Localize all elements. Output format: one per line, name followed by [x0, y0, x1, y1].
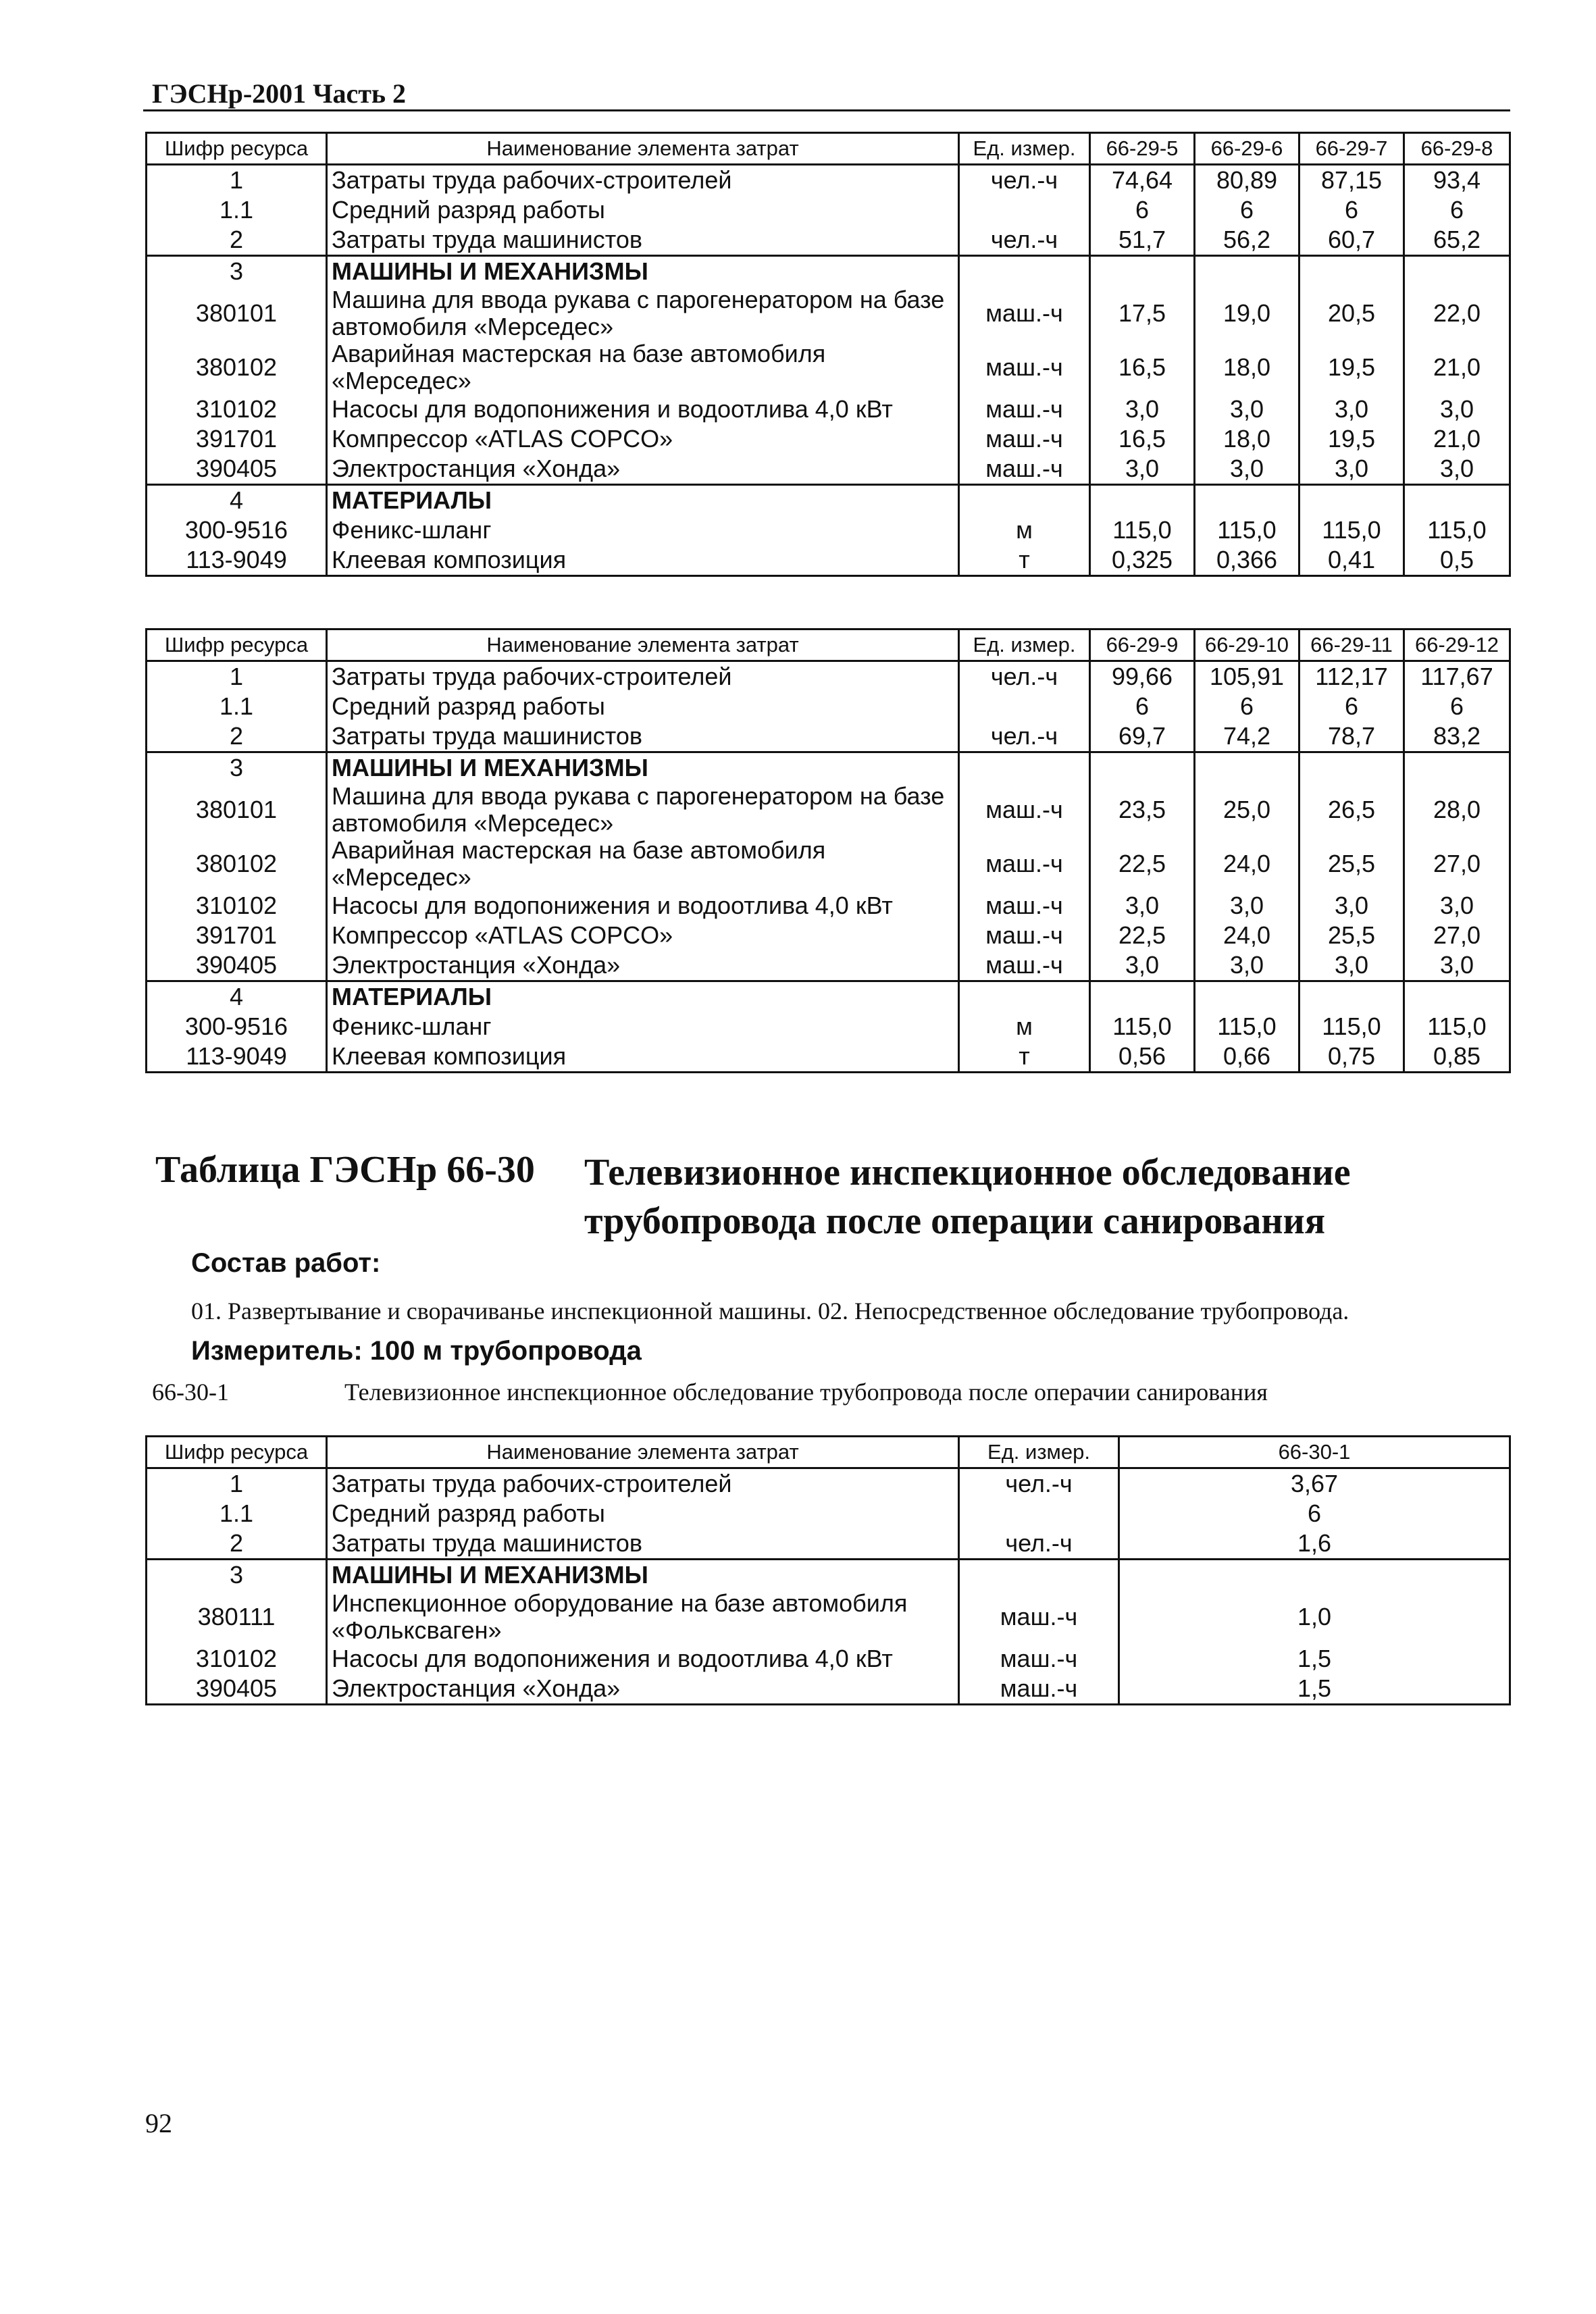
cell-name: Феникс-шланг: [327, 1012, 959, 1042]
cell-name: Компрессор «ATLAS COPCO»: [327, 424, 959, 454]
cell-unit: [959, 485, 1090, 516]
cell-value: [1404, 485, 1510, 516]
cell-value: 0,56: [1090, 1042, 1195, 1073]
cell-value: 93,4: [1404, 165, 1510, 196]
cell-value: 16,5: [1090, 424, 1195, 454]
cell-value: 18,0: [1195, 340, 1299, 394]
cell-value: [1299, 752, 1404, 783]
cell-value: 115,0: [1090, 515, 1195, 545]
cell-value: 1,5: [1119, 1674, 1510, 1705]
cell-code: 390405: [147, 454, 327, 485]
cell-value: 17,5: [1090, 286, 1195, 340]
cell-value: 69,7: [1090, 721, 1195, 752]
table-row: [147, 1674, 1510, 1705]
table-row: [147, 1644, 1510, 1674]
cell-code: 2: [147, 721, 327, 752]
table-row: [147, 721, 1510, 752]
cell-code: 310102: [147, 891, 327, 921]
cell-value: 27,0: [1404, 921, 1510, 950]
cell-value: 6: [1299, 692, 1404, 721]
cell-code: 310102: [147, 394, 327, 424]
cell-code: 3: [147, 1560, 327, 1591]
cell-value: 3,0: [1299, 394, 1404, 424]
cell-value: 6: [1119, 1499, 1510, 1528]
cell-value: 3,0: [1299, 454, 1404, 485]
cell-unit: м: [959, 515, 1090, 545]
cell-value: 6: [1195, 195, 1299, 225]
table-row: [147, 692, 1510, 721]
cell-name: Насосы для водопонижения и водоотлива 4,0 кВт: [327, 1644, 959, 1674]
cell-unit: чел.-ч: [959, 1528, 1119, 1560]
cell-unit: чел.-ч: [959, 1468, 1119, 1499]
cell-code: 1.1: [147, 692, 327, 721]
table-row: [147, 661, 1510, 692]
cell-code: 3: [147, 752, 327, 783]
col-header-norm: 66-29-12: [1404, 629, 1510, 661]
col-header-code: Шифр ресурса: [147, 133, 327, 165]
cell-unit: чел.-ч: [959, 661, 1090, 692]
cell-value: 3,67: [1119, 1468, 1510, 1499]
cell-name: Электростанция «Хонда»: [327, 1674, 959, 1705]
header-rule: [143, 109, 1510, 111]
cell-name: Инспекционное оборудование на базе автомобиля «Фольксваген»: [327, 1590, 959, 1644]
cell-value: 6: [1404, 692, 1510, 721]
cell-code: 113-9049: [147, 545, 327, 576]
cell-group-name: МАТЕРИАЛЫ: [327, 981, 959, 1012]
cell-value: [1195, 752, 1299, 783]
cell-code: 2: [147, 225, 327, 256]
cell-value: [1404, 981, 1510, 1012]
col-header-unit: Ед. измер.: [959, 133, 1090, 165]
table-row: [147, 340, 1510, 394]
cell-value: 56,2: [1195, 225, 1299, 256]
cell-value: 3,0: [1299, 891, 1404, 921]
cell-value: 115,0: [1195, 515, 1299, 545]
cell-value: [1090, 485, 1195, 516]
cell-value: [1195, 485, 1299, 516]
table-row: [147, 891, 1510, 921]
cell-value: 23,5: [1090, 783, 1195, 837]
cell-value: 3,0: [1090, 891, 1195, 921]
col-header-norm: 66-29-11: [1299, 629, 1404, 661]
cell-unit: [959, 256, 1090, 287]
cell-value: 3,0: [1090, 394, 1195, 424]
cell-value: 22,5: [1090, 837, 1195, 891]
cell-code: 1.1: [147, 1499, 327, 1528]
cell-value: 6: [1090, 692, 1195, 721]
cell-value: 6: [1090, 195, 1195, 225]
cell-group-name: МАШИНЫ И МЕХАНИЗМЫ: [327, 752, 959, 783]
cell-name: Насосы для водопонижения и водоотлива 4,0 кВт: [327, 891, 959, 921]
cell-unit: маш.-ч: [959, 454, 1090, 485]
cell-value: 19,5: [1299, 424, 1404, 454]
table-row: [147, 195, 1510, 225]
cell-value: 0,85: [1404, 1042, 1510, 1073]
cell-unit: [959, 1499, 1119, 1528]
table-row: [147, 783, 1510, 837]
cell-code: 113-9049: [147, 1042, 327, 1073]
cell-value: 3,0: [1090, 950, 1195, 981]
cell-code: 380101: [147, 783, 327, 837]
cell-value: 27,0: [1404, 837, 1510, 891]
cell-name: Затраты труда рабочих-строителей: [327, 165, 959, 196]
running-header: ГЭСНр-2001 Часть 2: [152, 78, 407, 109]
resource-table-66-29-5-8: [145, 132, 1511, 577]
cell-name: Электростанция «Хонда»: [327, 950, 959, 981]
resource-table-66-30-1: [145, 1435, 1511, 1705]
cell-value: 19,5: [1299, 340, 1404, 394]
col-header-name: Наименование элемента затрат: [327, 629, 959, 661]
table-row: [147, 225, 1510, 256]
cell-value: [1195, 256, 1299, 287]
cell-value: [1090, 752, 1195, 783]
cell-value: 3,0: [1404, 891, 1510, 921]
cell-value: 80,89: [1195, 165, 1299, 196]
work-composition-items: 01. Развертывание и сворачиванье инспекционной машины. 02. Непосредственное обследование трубопровода.: [191, 1297, 1349, 1325]
cell-name: Клеевая композиция: [327, 1042, 959, 1073]
col-header-norm: 66-29-6: [1195, 133, 1299, 165]
table-row: [147, 921, 1510, 950]
cell-value: 20,5: [1299, 286, 1404, 340]
cell-code: 380101: [147, 286, 327, 340]
cell-value: 115,0: [1404, 1012, 1510, 1042]
cell-name: Феникс-шланг: [327, 515, 959, 545]
cell-value: 0,5: [1404, 545, 1510, 576]
norm-code: 66-30-1: [152, 1379, 229, 1406]
cell-value: 18,0: [1195, 424, 1299, 454]
cell-name: Насосы для водопонижения и водоотлива 4,0 кВт: [327, 394, 959, 424]
cell-value: 0,41: [1299, 545, 1404, 576]
table-header-row: [147, 1437, 1510, 1468]
table-row: [147, 1468, 1510, 1499]
cell-code: 391701: [147, 921, 327, 950]
table-row: [147, 545, 1510, 576]
cell-value: 74,64: [1090, 165, 1195, 196]
cell-value: [1299, 485, 1404, 516]
cell-value: 3,0: [1404, 394, 1510, 424]
table-group-row: [147, 485, 1510, 516]
norm-title: Телевизионное инспекционное обследование трубопровода после операчии санирования: [344, 1379, 1268, 1406]
cell-value: [1404, 256, 1510, 287]
cell-value: 117,67: [1404, 661, 1510, 692]
cell-value: 87,15: [1299, 165, 1404, 196]
col-header-code: Шифр ресурса: [147, 629, 327, 661]
cell-name: Машина для ввода рукава с парогенератором на базе автомобиля «Мерседес»: [327, 286, 959, 340]
cell-name: Затраты труда машинистов: [327, 721, 959, 752]
cell-code: 1: [147, 661, 327, 692]
cell-unit: маш.-ч: [959, 921, 1090, 950]
cell-code: 300-9516: [147, 515, 327, 545]
col-header-unit: Ед. измер.: [959, 629, 1090, 661]
cell-code: 3: [147, 256, 327, 287]
cell-unit: маш.-ч: [959, 1644, 1119, 1674]
table-row: [147, 286, 1510, 340]
cell-value: 28,0: [1404, 783, 1510, 837]
cell-value: 1,6: [1119, 1528, 1510, 1560]
col-header-norm: 66-29-8: [1404, 133, 1510, 165]
cell-value: 1,0: [1119, 1590, 1510, 1644]
col-header-name: Наименование элемента затрат: [327, 1437, 959, 1468]
cell-unit: маш.-ч: [959, 1674, 1119, 1705]
table-row: [147, 515, 1510, 545]
table-title: Телевизионное инспекционное обследование трубопровода после операции санирования: [584, 1152, 1351, 1242]
cell-name: Затраты труда рабочих-строителей: [327, 661, 959, 692]
cell-value: 60,7: [1299, 225, 1404, 256]
meter-unit: Измеритель: 100 м трубопровода: [191, 1336, 642, 1366]
cell-value: 3,0: [1404, 950, 1510, 981]
table-row: [147, 1590, 1510, 1644]
cell-name: Средний разряд работы: [327, 1499, 959, 1528]
cell-value: 115,0: [1195, 1012, 1299, 1042]
table-row: [147, 950, 1510, 981]
col-header-norm: 66-29-10: [1195, 629, 1299, 661]
cell-unit: маш.-ч: [959, 1590, 1119, 1644]
cell-value: [1090, 981, 1195, 1012]
col-header-norm: 66-29-9: [1090, 629, 1195, 661]
col-header-norm: 66-29-5: [1090, 133, 1195, 165]
col-header-norm: 66-29-7: [1299, 133, 1404, 165]
cell-name: Затраты труда машинистов: [327, 1528, 959, 1560]
cell-code: 4: [147, 485, 327, 516]
cell-name: Средний разряд работы: [327, 692, 959, 721]
cell-code: 310102: [147, 1644, 327, 1674]
table-row: [147, 1499, 1510, 1528]
cell-unit: т: [959, 1042, 1090, 1073]
cell-value: 0,66: [1195, 1042, 1299, 1073]
cell-unit: маш.-ч: [959, 340, 1090, 394]
col-header-name: Наименование элемента затрат: [327, 133, 959, 165]
cell-value: 25,0: [1195, 783, 1299, 837]
cell-value: 1,5: [1119, 1644, 1510, 1674]
cell-code: 380111: [147, 1590, 327, 1644]
cell-value: 6: [1299, 195, 1404, 225]
cell-code: 4: [147, 981, 327, 1012]
table-row: [147, 165, 1510, 196]
cell-value: 99,66: [1090, 661, 1195, 692]
table-group-row: [147, 1560, 1510, 1591]
cell-name: Машина для ввода рукава с парогенератором на базе автомобиля «Мерседес»: [327, 783, 959, 837]
table-row: [147, 1528, 1510, 1560]
cell-code: 391701: [147, 424, 327, 454]
cell-value: 115,0: [1299, 515, 1404, 545]
cell-value: 0,325: [1090, 545, 1195, 576]
cell-value: 22,5: [1090, 921, 1195, 950]
cell-value: 25,5: [1299, 837, 1404, 891]
cell-value: 3,0: [1404, 454, 1510, 485]
cell-value: [1090, 256, 1195, 287]
cell-value: [1404, 752, 1510, 783]
cell-unit: чел.-ч: [959, 225, 1090, 256]
cell-unit: маш.-ч: [959, 286, 1090, 340]
table-caption: Таблица ГЭСНр 66-30: [155, 1149, 535, 1191]
cell-unit: [959, 752, 1090, 783]
cell-value: [1299, 981, 1404, 1012]
cell-value: 3,0: [1195, 394, 1299, 424]
cell-value: 24,0: [1195, 837, 1299, 891]
cell-value: 78,7: [1299, 721, 1404, 752]
cell-unit: м: [959, 1012, 1090, 1042]
cell-unit: чел.-ч: [959, 165, 1090, 196]
cell-name: Затраты труда рабочих-строителей: [327, 1468, 959, 1499]
cell-value: 3,0: [1195, 454, 1299, 485]
cell-value: 25,5: [1299, 921, 1404, 950]
cell-code: 380102: [147, 837, 327, 891]
table-group-row: [147, 981, 1510, 1012]
table-header-row: [147, 133, 1510, 165]
cell-code: 1: [147, 165, 327, 196]
cell-group-name: МАТЕРИАЛЫ: [327, 485, 959, 516]
cell-unit: т: [959, 545, 1090, 576]
cell-value: 3,0: [1299, 950, 1404, 981]
cell-unit: чел.-ч: [959, 721, 1090, 752]
cell-value: 3,0: [1195, 950, 1299, 981]
cell-name: Затраты труда машинистов: [327, 225, 959, 256]
table-row: [147, 1042, 1510, 1073]
cell-value: 115,0: [1404, 515, 1510, 545]
table-row: [147, 394, 1510, 424]
table-group-row: [147, 752, 1510, 783]
cell-value: 0,366: [1195, 545, 1299, 576]
cell-value: 21,0: [1404, 340, 1510, 394]
cell-value: 6: [1195, 692, 1299, 721]
cell-value: 115,0: [1090, 1012, 1195, 1042]
cell-code: 1: [147, 1468, 327, 1499]
col-header-norm: 66-30-1: [1119, 1437, 1510, 1468]
cell-unit: маш.-ч: [959, 424, 1090, 454]
table-header-row: [147, 629, 1510, 661]
cell-value: 74,2: [1195, 721, 1299, 752]
cell-value: [1299, 256, 1404, 287]
cell-name: Электростанция «Хонда»: [327, 454, 959, 485]
table-row: [147, 837, 1510, 891]
cell-value: 112,17: [1299, 661, 1404, 692]
table-row: [147, 424, 1510, 454]
cell-unit: маш.-ч: [959, 783, 1090, 837]
cell-value: [1119, 1560, 1510, 1591]
cell-value: 19,0: [1195, 286, 1299, 340]
cell-value: [1195, 981, 1299, 1012]
cell-name: Аварийная мастерская на базе автомобиля «Мерседес»: [327, 340, 959, 394]
table-row: [147, 454, 1510, 485]
cell-group-name: МАШИНЫ И МЕХАНИЗМЫ: [327, 256, 959, 287]
cell-value: 115,0: [1299, 1012, 1404, 1042]
cell-value: 26,5: [1299, 783, 1404, 837]
work-composition-heading: Состав работ:: [191, 1248, 381, 1278]
col-header-code: Шифр ресурса: [147, 1437, 327, 1468]
cell-value: 6: [1404, 195, 1510, 225]
cell-value: 3,0: [1195, 891, 1299, 921]
cell-unit: [959, 981, 1090, 1012]
cell-group-name: МАШИНЫ И МЕХАНИЗМЫ: [327, 1560, 959, 1591]
cell-value: 24,0: [1195, 921, 1299, 950]
table-group-row: [147, 256, 1510, 287]
cell-name: Аварийная мастерская на базе автомобиля «Мерседес»: [327, 837, 959, 891]
cell-value: 83,2: [1404, 721, 1510, 752]
cell-value: 3,0: [1090, 454, 1195, 485]
cell-unit: маш.-ч: [959, 950, 1090, 981]
cell-code: 2: [147, 1528, 327, 1560]
col-header-unit: Ед. измер.: [959, 1437, 1119, 1468]
cell-value: 0,75: [1299, 1042, 1404, 1073]
cell-unit: [959, 1560, 1119, 1591]
cell-name: Компрессор «ATLAS COPCO»: [327, 921, 959, 950]
cell-value: 51,7: [1090, 225, 1195, 256]
cell-unit: [959, 692, 1090, 721]
cell-name: Средний разряд работы: [327, 195, 959, 225]
cell-code: 1.1: [147, 195, 327, 225]
table-row: [147, 1012, 1510, 1042]
cell-unit: [959, 195, 1090, 225]
page-number: 92: [145, 2108, 172, 2138]
cell-unit: маш.-ч: [959, 394, 1090, 424]
cell-code: 390405: [147, 1674, 327, 1705]
resource-table-66-29-9-12: [145, 628, 1511, 1073]
cell-value: 16,5: [1090, 340, 1195, 394]
cell-code: 380102: [147, 340, 327, 394]
cell-unit: маш.-ч: [959, 891, 1090, 921]
cell-value: 22,0: [1404, 286, 1510, 340]
cell-value: 105,91: [1195, 661, 1299, 692]
cell-code: 300-9516: [147, 1012, 327, 1042]
cell-value: 65,2: [1404, 225, 1510, 256]
cell-unit: маш.-ч: [959, 837, 1090, 891]
cell-name: Клеевая композиция: [327, 545, 959, 576]
cell-code: 390405: [147, 950, 327, 981]
cell-value: 21,0: [1404, 424, 1510, 454]
